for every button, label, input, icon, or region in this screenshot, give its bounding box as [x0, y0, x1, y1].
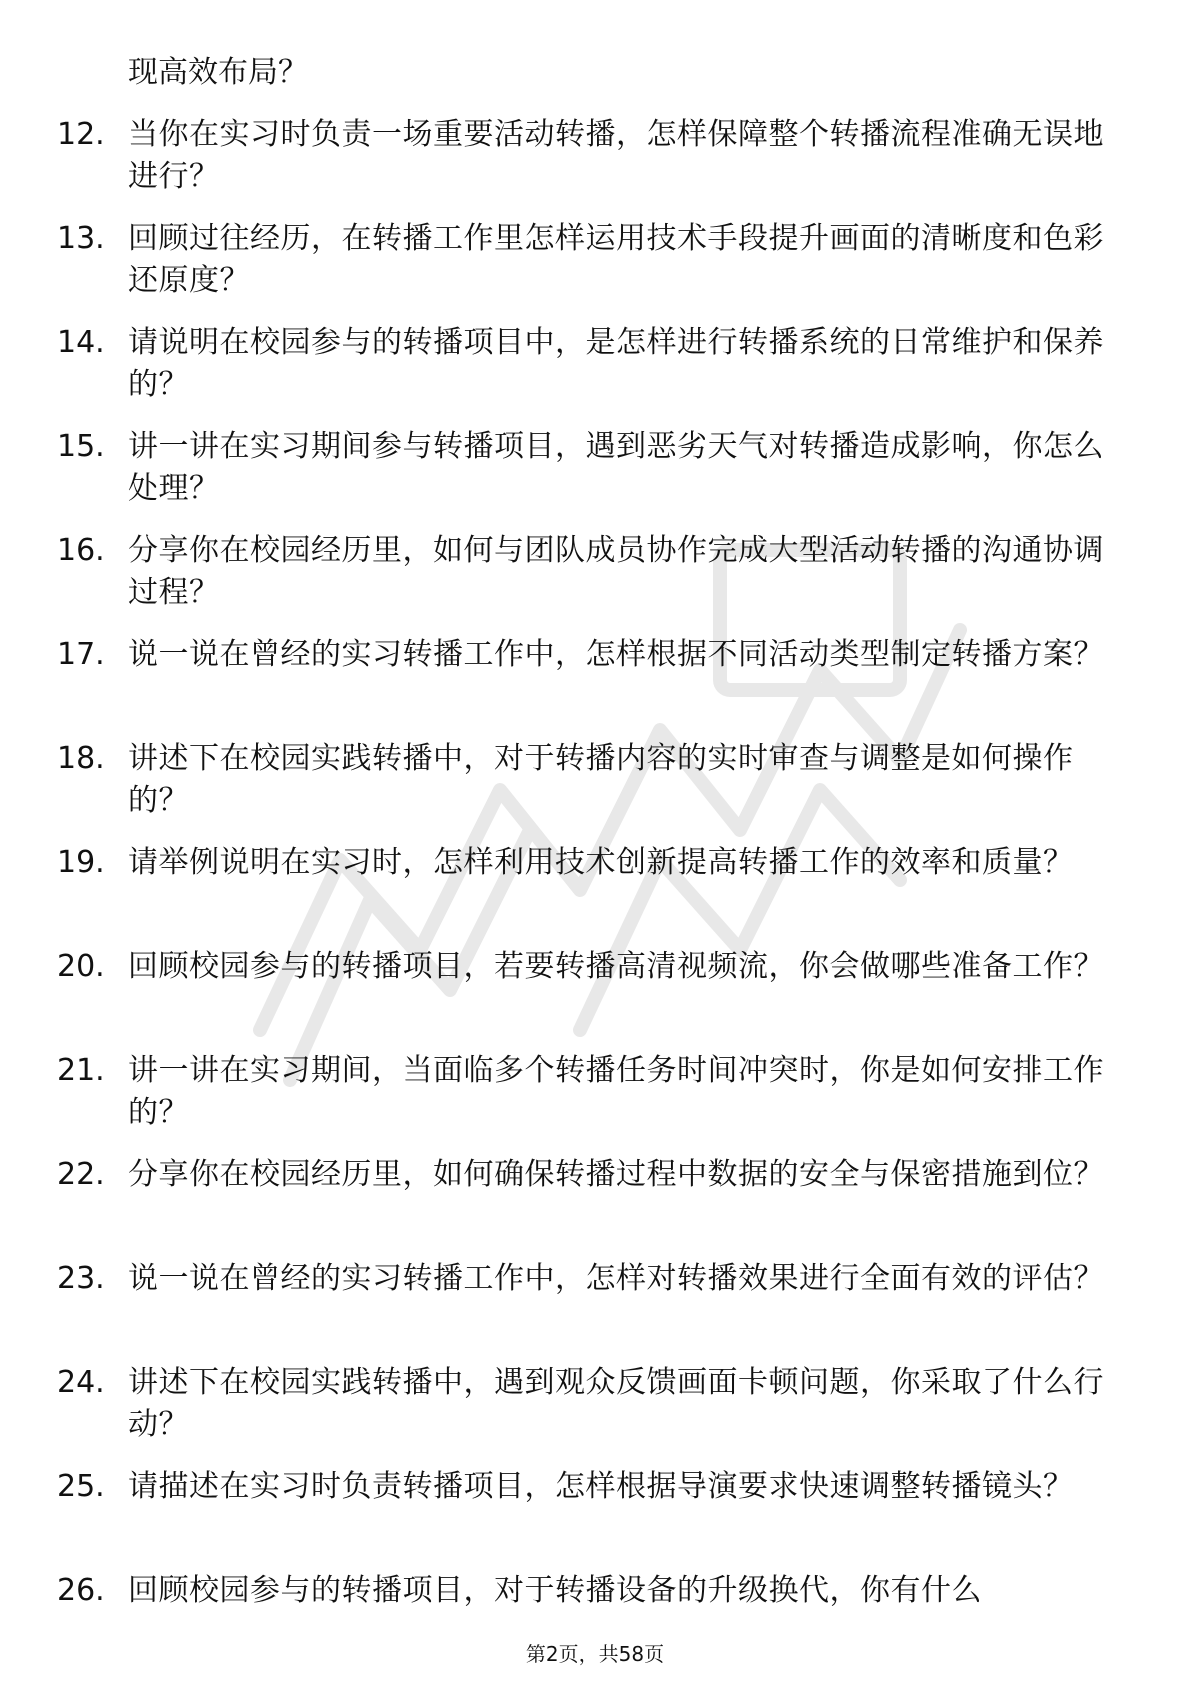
- question-text: 讲一讲在实习期间，当面临多个转播任务时间冲突时，你是如何安排工作的？: [128, 1053, 1104, 1130]
- page-footer: 第2页，共58页: [525, 1642, 665, 1666]
- question-number: 13.: [57, 221, 105, 256]
- question-number: 26.: [57, 1573, 105, 1608]
- question-text: 回顾校园参与的转播项目，对于转播设备的升级换代，你有什么: [128, 1573, 982, 1608]
- question-number: 23.: [57, 1261, 105, 1296]
- question-item: [0, 322, 1190, 426]
- question-number: 14.: [57, 325, 105, 360]
- question-item: [0, 1050, 1190, 1154]
- question-item: [0, 114, 1190, 218]
- question-text: 说一说在曾经的实习转播工作中，怎样对转播效果进行全面有效的评估？: [128, 1261, 1104, 1296]
- question-text: 讲一讲在实习期间参与转播项目，遇到恶劣天气对转播造成影响，你怎么处理？: [128, 429, 1104, 506]
- question-text: 请说明在校园参与的转播项目中，是怎样进行转播系统的日常维护和保养的？: [128, 325, 1104, 402]
- question-item: [0, 634, 1190, 738]
- question-number: 25.: [57, 1469, 105, 1504]
- question-list: [0, 114, 1190, 1674]
- question-number: 12.: [57, 117, 105, 152]
- question-item: [0, 1258, 1190, 1362]
- question-item: [0, 1466, 1190, 1570]
- question-number: 20.: [57, 949, 105, 984]
- question-text: 说一说在曾经的实习转播工作中，怎样根据不同活动类型制定转播方案？: [128, 637, 1104, 672]
- question-text: 分享你在校园经历里，如何与团队成员协作完成大型活动转播的沟通协调过程？: [128, 533, 1104, 610]
- question-text: 讲述下在校园实践转播中，对于转播内容的实时审查与调整是如何操作的？: [128, 741, 1074, 818]
- question-number: 16.: [57, 533, 105, 568]
- question-number: 22.: [57, 1157, 105, 1192]
- question-item: [0, 842, 1190, 946]
- question-text: 请举例说明在实习时，怎样利用技术创新提高转播工作的效率和质量？: [128, 845, 1074, 880]
- question-item: [0, 1154, 1190, 1258]
- question-item: [0, 218, 1190, 322]
- question-number: 24.: [57, 1365, 105, 1400]
- question-number: 21.: [57, 1053, 105, 1088]
- question-item: [0, 426, 1190, 530]
- question-number: 18.: [57, 741, 105, 776]
- question-text: 回顾过往经历，在转播工作里怎样运用技术手段提升画面的清晰度和色彩还原度？: [128, 221, 1104, 298]
- question-item: [0, 738, 1190, 842]
- question-number: 17.: [57, 637, 105, 672]
- question-continuation: 现高效布局？: [128, 55, 308, 90]
- question-number: 15.: [57, 429, 105, 464]
- question-text: 分享你在校园经历里，如何确保转播过程中数据的安全与保密措施到位？: [128, 1157, 1104, 1192]
- question-text: 当你在实习时负责一场重要活动转播，怎样保障整个转播流程准确无误地进行？: [128, 117, 1104, 194]
- question-text: 讲述下在校园实践转播中，遇到观众反馈画面卡顿问题，你采取了什么行动？: [128, 1365, 1104, 1442]
- question-number: 19.: [57, 845, 105, 880]
- question-text: 回顾校园参与的转播项目，若要转播高清视频流，你会做哪些准备工作？: [128, 949, 1104, 984]
- question-item: [0, 530, 1190, 634]
- question-item: [0, 1362, 1190, 1466]
- question-text: 请描述在实习时负责转播项目，怎样根据导演要求快速调整转播镜头？: [128, 1469, 1074, 1504]
- question-item: [0, 946, 1190, 1050]
